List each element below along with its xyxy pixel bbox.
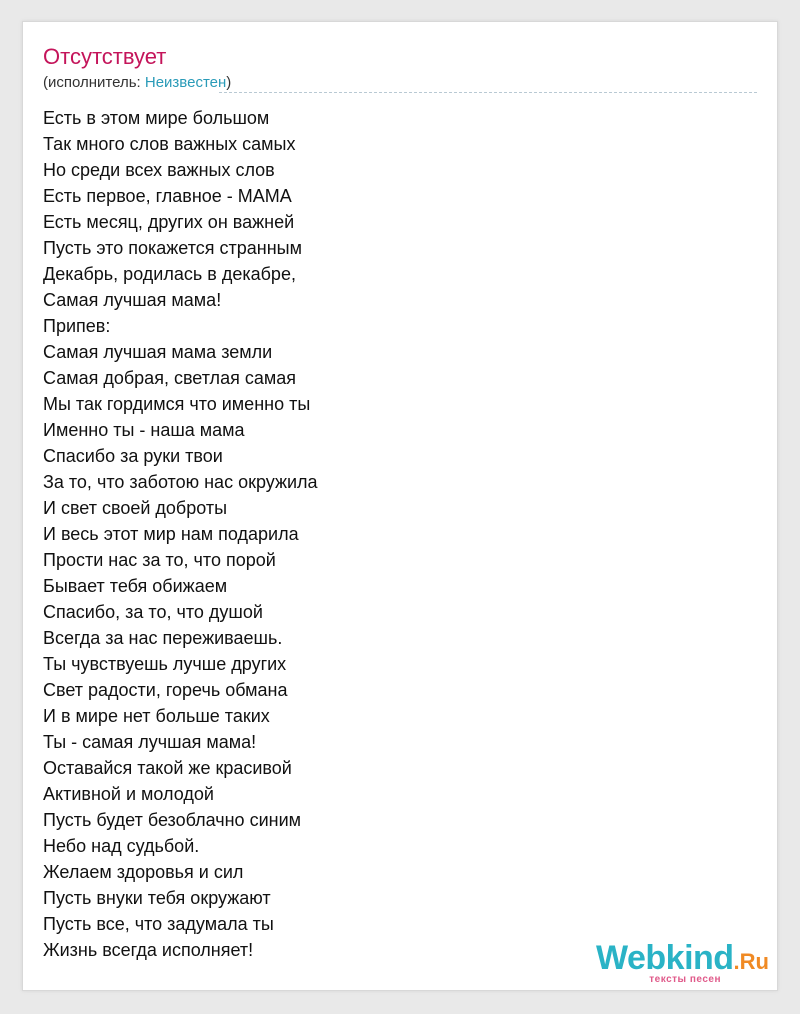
- lyric-line: Есть в этом мире большом: [43, 108, 270, 128]
- lyric-line: Спасибо, за то, что душой: [43, 602, 263, 622]
- lyric-line: Ты - самая лучшая мама!: [43, 732, 257, 752]
- lyric-line: И весь этот мир нам подарила: [43, 524, 299, 544]
- lyric-line: Активной и молодой: [43, 784, 214, 804]
- lyric-line: За то, что заботою нас окружила: [43, 472, 318, 492]
- lyric-line: Свет радости, горечь обмана: [43, 680, 288, 700]
- lyric-line: Есть месяц, других он важней: [43, 212, 295, 232]
- lyric-line: Именно ты - наша мама: [43, 420, 245, 440]
- lyric-line: Всегда за нас переживаешь.: [43, 628, 283, 648]
- lyric-line: Но среди всех важных слов: [43, 160, 275, 180]
- logo-suffix-text: .Ru: [733, 949, 769, 974]
- webkind-logo[interactable]: [569, 940, 769, 988]
- lyric-line: Самая добрая, светлая самая: [43, 368, 296, 388]
- lyric-line: Мы так гордимся что именно ты: [43, 394, 311, 414]
- lyric-line: И в мире нет больше таких: [43, 706, 270, 726]
- lyric-line: Ты чувствуешь лучше других: [43, 654, 287, 674]
- lyric-line: Пусть это покажется странным: [43, 238, 302, 258]
- song-title: Отсутствует: [43, 44, 167, 69]
- lyric-line: Желаем здоровья и сил: [43, 862, 244, 882]
- lyric-line: Бывает тебя обижаем: [43, 576, 228, 596]
- lyric-line: Пусть будет безоблачно синим: [43, 810, 301, 830]
- lyric-line: Припев:: [43, 316, 111, 336]
- lyric-line: Так много слов важных самых: [43, 134, 296, 154]
- lyric-line: Декабрь, родилась в декабре,: [43, 264, 296, 284]
- artist-link[interactable]: Неизвестен: [144, 74, 227, 91]
- lyric-line: Оставайся такой же красивой: [43, 758, 292, 778]
- lyric-line: Пусть все, что задумала ты: [43, 914, 274, 934]
- lyrics-text: [43, 105, 318, 963]
- logo-tagline: тексты песен: [649, 974, 721, 985]
- artist-line: [43, 74, 231, 92]
- lyric-line: Прости нас за то, что порой: [43, 550, 276, 570]
- lyric-line: Пусть внуки тебя окружают: [43, 888, 271, 908]
- lyric-line: Спасибо за руки твои: [43, 446, 223, 466]
- title-divider: [219, 92, 757, 93]
- artist-prefix: (исполнитель:: [43, 74, 145, 91]
- logo-main-text: Webkind: [596, 939, 734, 977]
- lyric-line: Самая лучшая мама земли: [43, 342, 273, 362]
- lyrics-page: [22, 21, 778, 991]
- artist-suffix: ): [226, 74, 232, 91]
- lyric-line: Самая лучшая мама!: [43, 290, 222, 310]
- lyric-line: Есть первое, главное - МАМА: [43, 186, 292, 206]
- lyric-line: Жизнь всегда исполняет!: [43, 940, 254, 960]
- lyric-line: Небо над судьбой.: [43, 836, 200, 856]
- lyric-line: И свет своей доброты: [43, 498, 228, 518]
